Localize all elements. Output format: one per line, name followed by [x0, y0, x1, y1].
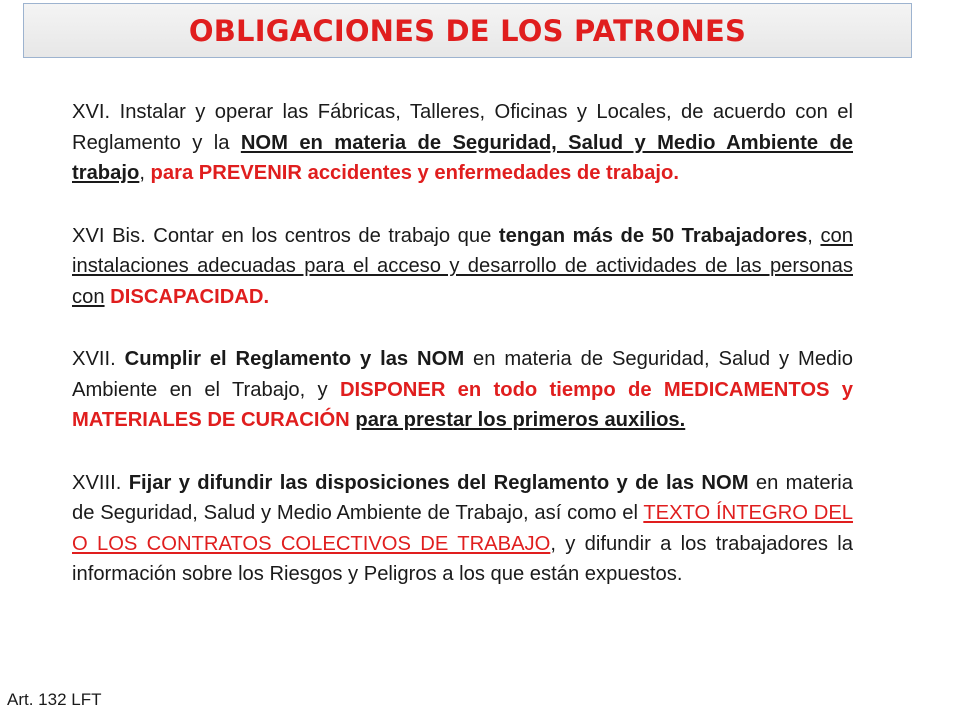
paragraph-xvi-bis	[72, 221, 853, 313]
text-segment: en materia de Seguridad, Salud y Medio Ambiente de Trabajo, así como el	[72, 471, 853, 524]
text-segment: para PREVENIR accidentes y enfermedades de trabajo.	[150, 162, 679, 184]
text-segment: con instalaciones adecuadas para el acceso y desarrollo de actividades de las personas con	[72, 224, 853, 308]
text-segment: Fijar y difundir las disposiciones del Reglamento y de las NOM	[128, 471, 749, 494]
title-banner	[23, 3, 912, 58]
text-segment: para prestar los primeros auxilios.	[355, 409, 686, 431]
paragraph-xvi	[72, 97, 853, 189]
text-segment: XVIII.	[72, 471, 129, 494]
page-title: OBLIGACIONES DE LOS PATRONES	[188, 13, 747, 48]
paragraph-xviii	[72, 468, 853, 590]
text-segment: , y difundir a los trabajadores la información sobre los Riesgos y Peligros a los que están expuestos.	[72, 532, 853, 585]
text-segment: XVII.	[72, 348, 125, 370]
text-segment: NOM en materia de Seguridad, Salud y Medio Ambiente de trabajo	[72, 131, 853, 184]
text-segment: XVI Bis. Contar en los centros de trabajo que	[72, 224, 499, 247]
text-segment: DISCAPACIDAD.	[110, 285, 270, 308]
text-segment: TEXTO ÍNTEGRO DEL O LOS CONTRATOS COLECTIVOS DE TRABAJO	[72, 502, 854, 555]
obligations-body	[72, 97, 853, 622]
text-segment: en materia de Seguridad, Salud y Medio Ambiente en el Trabajo, y	[72, 348, 853, 401]
source-citation: Art. 132 LFT	[7, 690, 102, 709]
text-segment: ,	[139, 162, 151, 184]
text-segment: DISPONER en todo tiempo de MEDICAMENTOS y MATERIALES DE CURACIÓN	[72, 378, 853, 431]
text-segment: Cumplir el Reglamento y las NOM	[124, 348, 465, 370]
text-segment: tengan más de 50 Trabajadores	[498, 224, 808, 247]
text-segment: ,	[807, 224, 821, 247]
text-segment: XVI. Instalar y operar las Fábricas, Talleres, Oficinas y Locales, de acuerdo con el Reglamento y la	[72, 101, 853, 154]
paragraph-xvii	[72, 344, 853, 436]
